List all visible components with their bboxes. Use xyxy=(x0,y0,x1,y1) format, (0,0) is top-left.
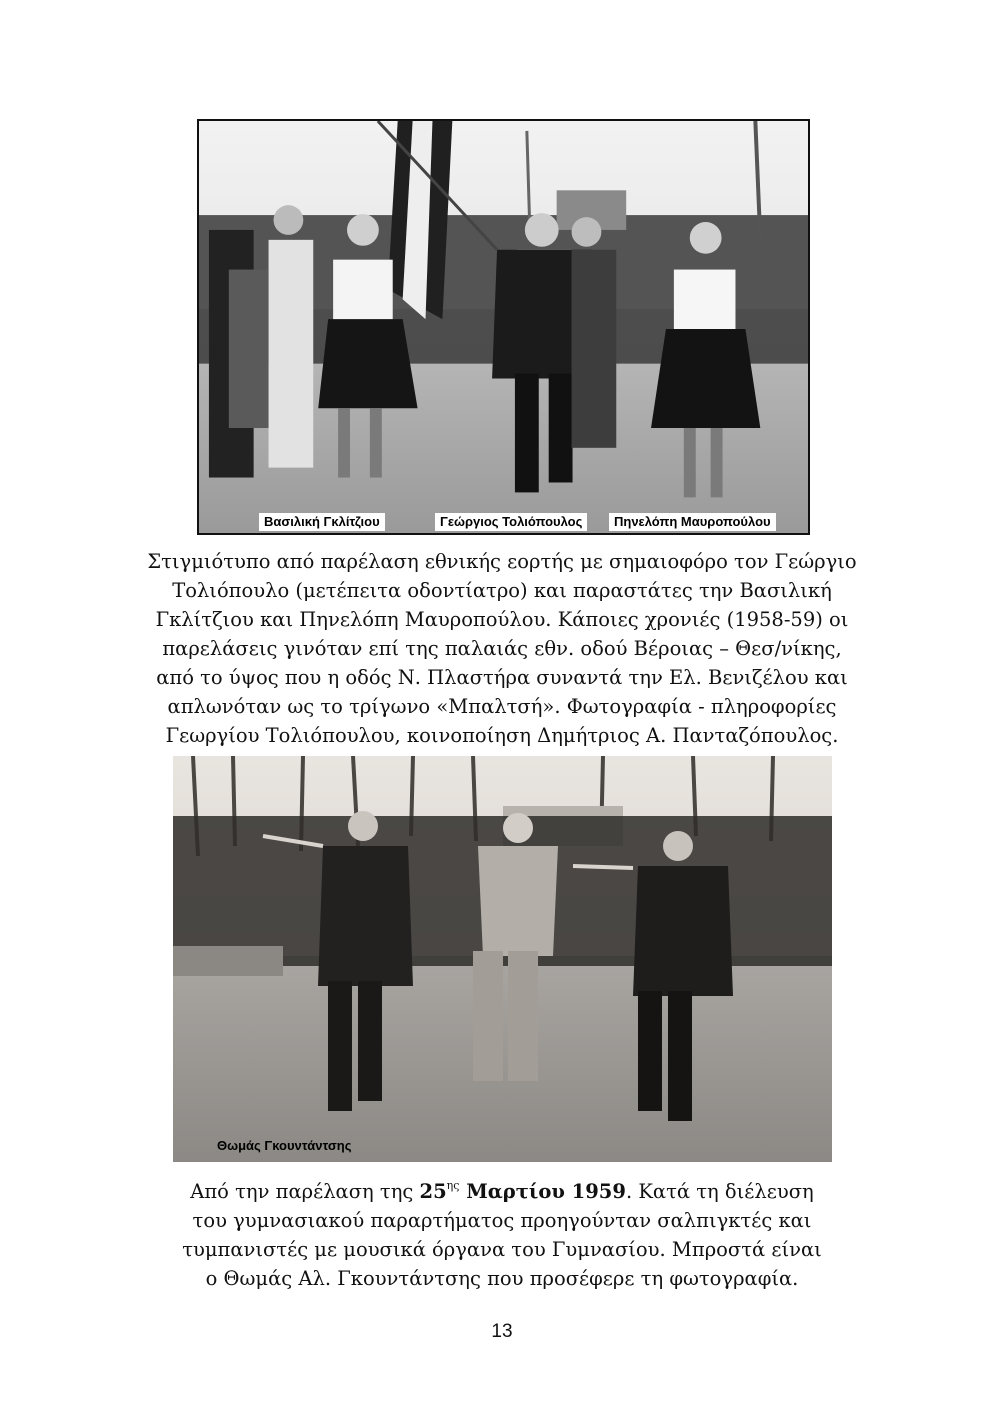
caption2-month-year: Μαρτίου 1959 xyxy=(459,1180,626,1203)
caption2-ordinal: ης xyxy=(446,1179,460,1192)
caption2-line: του γυμνασιακού παραρτήματος προηγούνταν σαλπιγκτές και xyxy=(192,1209,812,1232)
parade-photo-1-image xyxy=(199,121,808,533)
caption2-text: Από την παρέλαση της xyxy=(190,1180,420,1203)
caption1-line: Γεωργίου Τολιόπουλου, κοινοποίηση Δημήτριος Α. Πανταζόπουλος. xyxy=(165,724,839,747)
caption2-text: . Κατά τη διέλευση xyxy=(625,1180,814,1203)
caption1-line: απλωνόταν ως το τρίγωνο «Μπαλτσή». Φωτογραφία - πληροφορίες xyxy=(167,695,837,718)
parade-photo-2-image xyxy=(173,756,832,1162)
caption1-line: Γκλίτζιου και Πηνελόπη Μαυροπούλου. Κάποιες χρονιές (1958-59) οι xyxy=(155,608,849,631)
caption2-line: ο Θωμάς Αλ. Γκουντάντσης που προσέφερε τη φωτογραφία. xyxy=(205,1267,799,1290)
photo-label-vasiliki: Βασιλική Γκλίτζιου xyxy=(259,513,385,531)
caption2-line-1 xyxy=(120,1177,884,1206)
caption1-line: Στιγμιότυπο από παρέλαση εθνικής εορτής με σημαιοφόρο τον Γεώργιο xyxy=(147,550,857,573)
caption1-line: παρελάσεις γινόταν επί της παλαιάς εθν. οδού Βέροιας – Θεσ/νίκης, xyxy=(162,637,842,660)
page-number: 13 xyxy=(491,1321,513,1342)
photo-label-georgios: Γεώργιος Τολιόπουλος xyxy=(435,513,587,531)
caption2-day: 25 xyxy=(419,1180,447,1203)
caption-flag-bearer xyxy=(100,547,904,750)
caption1-line: Τολιόπουλο (μετέπειτα οδοντίατρο) και παραστάτες την Βασιλική xyxy=(172,579,832,602)
parade-photo-flag-bearer xyxy=(197,119,810,535)
caption-trumpeters xyxy=(120,1177,884,1293)
photo-credit: Θωμάς Γκουντάντσης xyxy=(217,1138,352,1153)
parade-photo-trumpeters xyxy=(173,756,832,1162)
caption1-line: από το ύψος που η οδός Ν. Πλαστήρα συναντά την Ελ. Βενιζέλου και xyxy=(156,666,848,689)
photo-label-pinelopi: Πηνελόπη Μαυροπούλου xyxy=(609,513,776,531)
caption2-line: τυμπανιστές με μουσικά όργανα του Γυμνασίου. Μπροστά είναι xyxy=(182,1238,822,1261)
